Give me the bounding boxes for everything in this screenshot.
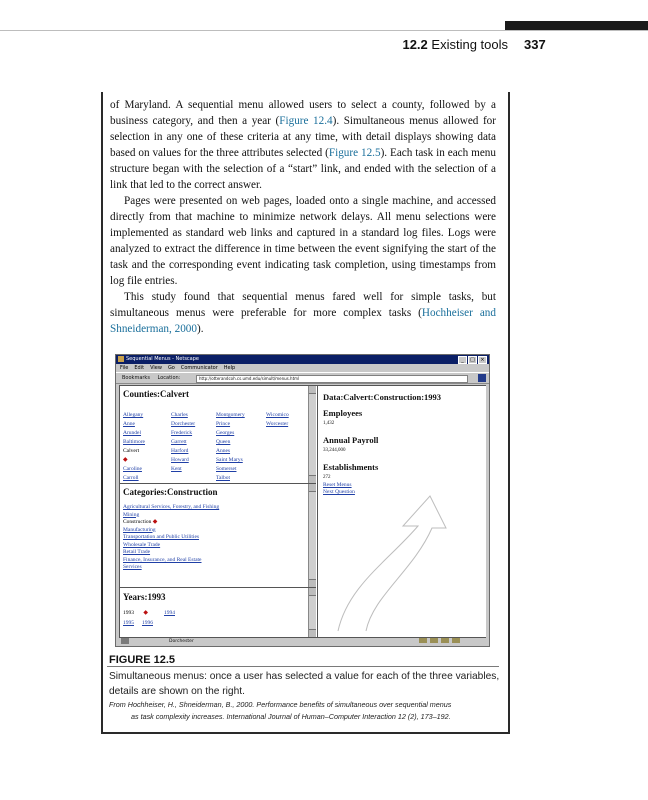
county-link[interactable]: Baltimore <box>123 439 145 445</box>
page-number: 337 <box>524 37 546 52</box>
status-tray <box>416 638 476 644</box>
county-link[interactable]: Carroll <box>123 475 139 481</box>
maximize-icon[interactable]: □ <box>468 356 477 364</box>
running-head <box>402 37 508 52</box>
employees-value: 1,432 <box>323 421 335 426</box>
menu-edit[interactable]: Edit <box>134 365 145 371</box>
county-link[interactable]: Somerset <box>216 466 237 472</box>
category-link[interactable]: Wholesale Trade <box>123 541 161 548</box>
figure-ref-12-5[interactable]: Figure 12.5 <box>328 147 381 159</box>
payroll-value: 33,244,000 <box>323 448 346 453</box>
category-link[interactable]: Transportation and Public Utilities <box>123 534 200 540</box>
location-label: Location: <box>157 375 181 381</box>
figure-ref-12-4[interactable]: Figure 12.4 <box>279 115 333 127</box>
county-link[interactable]: Harford <box>171 448 189 454</box>
window-titlebar <box>116 355 489 364</box>
county-link[interactable]: Allegany <box>123 412 144 418</box>
window-controls <box>457 356 487 365</box>
close-icon[interactable]: × <box>478 356 487 364</box>
header-decor-bar <box>505 21 648 30</box>
browser-screenshot <box>115 354 490 647</box>
section-title: Existing tools <box>431 37 508 52</box>
data-links <box>323 482 483 496</box>
menu-help[interactable]: Help <box>223 365 236 371</box>
figure-rule <box>107 666 499 667</box>
tray-icon <box>430 638 438 643</box>
menu-file[interactable]: File <box>120 365 129 371</box>
county-link[interactable]: Caroline <box>123 466 142 472</box>
figure-label: FIGURE 12.5 <box>109 654 176 666</box>
reset-menus-link[interactable]: Reset Menus <box>323 482 352 488</box>
county-link[interactable]: Worcester <box>266 421 289 427</box>
counties-heading: Counties:Calvert <box>123 389 189 399</box>
status-text: Dorchester <box>169 639 194 644</box>
county-link[interactable]: Garrett <box>171 439 187 445</box>
categories-scrollbar[interactable] <box>308 484 316 587</box>
menu-bar <box>116 364 489 372</box>
menu-go[interactable]: Go <box>167 365 175 371</box>
county-link[interactable]: Saint Marys <box>216 457 243 463</box>
categories-list <box>123 504 219 572</box>
figure-source <box>109 699 501 723</box>
status-bar <box>119 637 484 645</box>
location-bar <box>116 372 489 384</box>
netscape-throbber-icon <box>478 374 486 382</box>
minimize-icon[interactable]: _ <box>458 356 467 364</box>
counties-col-3 <box>216 411 245 484</box>
categories-heading: Categories:Construction <box>123 487 218 497</box>
header-rule <box>0 30 648 31</box>
categories-frame <box>120 484 316 588</box>
years-list <box>123 608 183 628</box>
category-link[interactable]: Services <box>123 564 142 570</box>
figure-caption: Simultaneous menus: once a user has selected a value for each of the three variables, details are shown on the right. <box>109 671 500 697</box>
tray-icon <box>441 638 449 643</box>
category-link[interactable]: Agricultural Services, Forestry, and Fishing <box>123 504 220 510</box>
establishments-value: 272 <box>323 475 331 480</box>
window-title: Sequential Menus - Netscape <box>126 356 199 362</box>
source-line-2: as task complexity increases. International Journal of Human–Computer Interaction 12 (2), 173–192. <box>131 712 451 721</box>
county-selected: Calvert ◆ <box>123 448 140 463</box>
data-details <box>323 392 483 496</box>
year-link[interactable]: 1996 <box>142 620 153 626</box>
source-line-1: From Hochheiser, H., Shneiderman, B., 2000. Performance benefits of simultaneous over sequential menus <box>109 700 452 709</box>
county-link[interactable]: Charles <box>171 412 188 418</box>
establishments-label: Establishments <box>323 462 379 472</box>
year-link[interactable]: 1994 <box>164 610 175 616</box>
year-selected: 1993 ◆ <box>123 610 148 616</box>
selected-marker-icon: ◆ <box>123 457 128 463</box>
counties-frame <box>120 386 316 484</box>
arrow-outline <box>338 496 446 631</box>
selected-marker-icon: ◆ <box>152 519 158 525</box>
paragraph-2: Pages were presented on web pages, loaded onto a single machine, and accessed directly from that machine to minimize network delays. All menu selections were implemented as standard web links and captured in a standard log files. Logs were analyzed to extract the difference in time between the event signifying the start of the task and the corresponding event indicating task completion, using timestamps from log file entries. <box>110 195 496 287</box>
data-frame <box>317 386 486 637</box>
category-link[interactable]: Retail Trade <box>123 549 151 555</box>
years-scrollbar[interactable] <box>308 588 316 637</box>
menu-view[interactable]: View <box>150 365 162 371</box>
bookmarks-button[interactable]: Bookmarks <box>122 375 150 381</box>
category-link[interactable]: Manufacturing <box>123 526 156 533</box>
next-question-link[interactable]: Next Question <box>323 489 355 495</box>
netscape-icon <box>118 356 124 362</box>
category-selected: Construction ◆ <box>123 519 158 525</box>
page-frames <box>119 385 486 638</box>
menu-communicator[interactable]: Communicator <box>180 365 218 371</box>
years-frame <box>120 588 316 637</box>
paragraph-1: of Maryland. A sequential menu allowed users to select a county, followed by a business category, and then a year (Figure 12.4). Simultaneous menus allowed for selection in any one of these criteria at any time, with detail displays showing data based on values for the three attributes selected (Figure 12.5). Each task in each menu structure began with the selection of a “start” link, and ended with the selection of a link that led to the correct answer. <box>110 99 496 191</box>
data-heading: Data:Calvert:Construction:1993 <box>323 392 442 402</box>
employees-label: Employees <box>323 408 363 418</box>
category-link[interactable]: Finance, Insurance, and Real Estate <box>123 556 202 563</box>
county-link[interactable]: Dorchester <box>171 421 196 427</box>
counties-col-2 <box>171 411 195 474</box>
body-text <box>110 97 496 337</box>
year-link[interactable]: 1995 <box>123 620 134 626</box>
county-link[interactable]: Montgomery <box>216 412 245 418</box>
counties-col-1 <box>123 411 145 484</box>
citation-link[interactable]: Hochheiser and Shneiderman, 2000 <box>110 307 496 335</box>
county-link[interactable]: Prince Georges <box>216 421 235 436</box>
payroll-label: Annual Payroll <box>323 435 379 445</box>
tray-icon <box>419 638 427 643</box>
county-link[interactable]: Anne Arundel <box>123 421 142 436</box>
years-heading: Years:1993 <box>123 592 166 602</box>
county-link[interactable]: Frederick <box>171 430 193 436</box>
counties-scrollbar[interactable] <box>308 386 316 483</box>
tray-icon <box>452 638 460 643</box>
county-link[interactable]: Talbot <box>216 475 230 481</box>
paragraph-3: This study found that sequential menus fared well for simple tasks, but simultaneous menus were preferable for more complex tasks (Hochheiser and Shneiderman, 2000). <box>110 291 496 335</box>
category-link[interactable]: Mining <box>123 511 140 518</box>
security-icon <box>121 638 129 644</box>
url-field[interactable]: http://otterandcoh.cs.umd.edu/simult/menus.html <box>196 375 468 383</box>
selected-marker-icon: ◆ <box>143 610 148 616</box>
county-link[interactable]: Howard <box>171 457 189 463</box>
counties-col-4 <box>266 411 289 429</box>
section-number: 12.2 <box>402 37 428 52</box>
county-link[interactable]: Queen Annes <box>216 439 231 454</box>
county-link[interactable]: Kent <box>171 466 182 472</box>
county-link[interactable]: Wicomico <box>266 412 289 418</box>
